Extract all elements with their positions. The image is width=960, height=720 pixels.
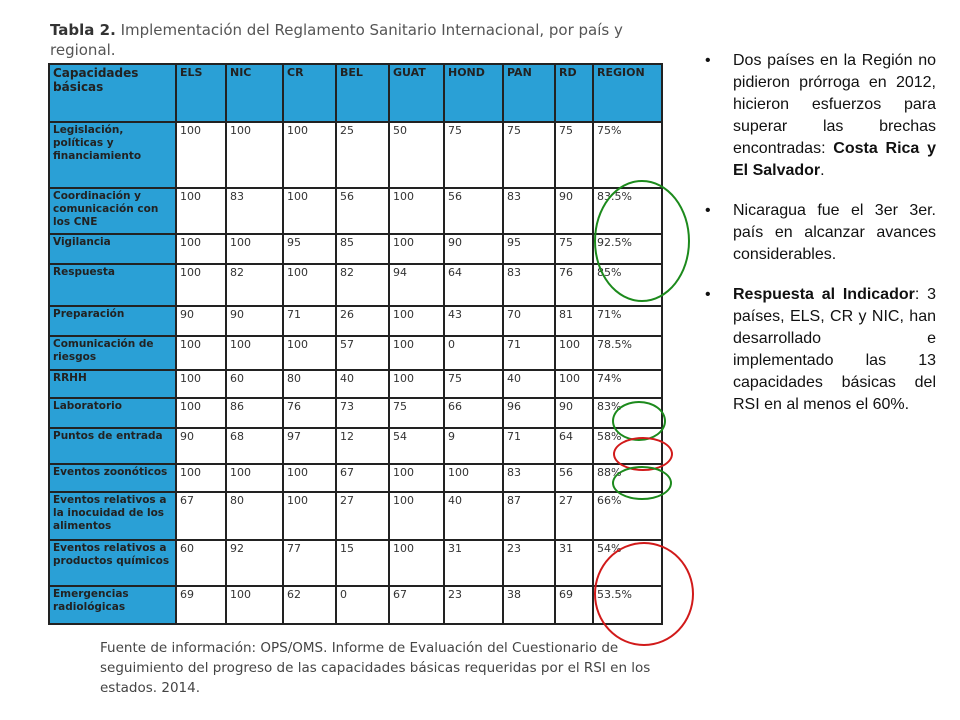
bullet-item	[705, 284, 936, 416]
table-cell: 80	[226, 492, 283, 540]
table-cell: 100	[283, 492, 336, 540]
table-cell: 80	[283, 370, 336, 398]
table-cell: 75	[555, 122, 593, 188]
header-capacities: Capacidades básicas	[49, 64, 176, 122]
table-row	[49, 540, 662, 586]
bullet-text: Nicaragua fue el 3er 3er. país en alcanzar avances considerables.	[733, 202, 936, 263]
table-cell: 100	[176, 122, 226, 188]
table-cell: 100	[283, 336, 336, 370]
table-cell: 100	[283, 122, 336, 188]
table-cell: 100	[283, 188, 336, 234]
table-cell: 90	[176, 306, 226, 336]
table-cell: 86	[226, 398, 283, 428]
row-label: Comunicación de riesgos	[49, 336, 176, 370]
bullet-item	[705, 50, 936, 182]
table-cell: 82	[226, 264, 283, 306]
bullet-text: Dos países en la Región no pidieron prórroga en 2012, hicieron esfuerzos para superar las brechas encontradas:	[733, 52, 936, 157]
table-cell: 62	[283, 586, 336, 624]
table-cell: 53.5%	[593, 586, 662, 624]
bullet-bold: Respuesta al Indicador	[733, 286, 915, 303]
table-cell: 9	[444, 428, 503, 464]
table-cell: 67	[389, 586, 444, 624]
table-cell: 74%	[593, 370, 662, 398]
table-row	[49, 122, 662, 188]
table-cell: 95	[283, 234, 336, 264]
table-cell: 82	[336, 264, 389, 306]
table-cell: 0	[444, 336, 503, 370]
row-label: Puntos de entrada	[49, 428, 176, 464]
table-cell: 15	[336, 540, 389, 586]
table-cell: 25	[336, 122, 389, 188]
table-cell: 75%	[593, 122, 662, 188]
table-cell: 97	[283, 428, 336, 464]
table-cell: 58%	[593, 428, 662, 464]
table-cell: 90	[226, 306, 283, 336]
table-cell: 100	[226, 122, 283, 188]
header-3: CR	[283, 64, 336, 122]
row-label: Eventos relativos a productos químicos	[49, 540, 176, 586]
table-cell: 40	[503, 370, 555, 398]
table-cell: 100	[555, 336, 593, 370]
table-cell: 90	[555, 188, 593, 234]
table-cell: 60	[226, 370, 283, 398]
table-cell: 100	[389, 464, 444, 492]
table-cell: 40	[336, 370, 389, 398]
table-cell: 50	[389, 122, 444, 188]
table-cell: 76	[283, 398, 336, 428]
row-label: Coordinación y comunicación con los CNE	[49, 188, 176, 234]
table-row	[49, 464, 662, 492]
table-cell: 87	[503, 492, 555, 540]
capacities-table	[48, 63, 663, 625]
table-cell: 31	[444, 540, 503, 586]
table-cell: 85%	[593, 264, 662, 306]
table-cell: 71	[503, 336, 555, 370]
table-cell: 54%	[593, 540, 662, 586]
table-cell: 70	[503, 306, 555, 336]
header-9: REGION	[593, 64, 662, 122]
table-cell: 78.5%	[593, 336, 662, 370]
bullet-dot: •	[705, 52, 711, 69]
header-4: BEL	[336, 64, 389, 122]
table-header-row	[49, 64, 662, 122]
table-cell: 100	[176, 336, 226, 370]
table-cell: 77	[283, 540, 336, 586]
bullet-dot: •	[705, 286, 711, 303]
row-label: RRHH	[49, 370, 176, 398]
table-cell: 90	[444, 234, 503, 264]
row-label: Legislación, políticas y financiamiento	[49, 122, 176, 188]
table-cell: 92.5%	[593, 234, 662, 264]
table-cell: 100	[226, 234, 283, 264]
table-cell: 100	[389, 370, 444, 398]
table-cell: 23	[503, 540, 555, 586]
table-cell: 83	[226, 188, 283, 234]
table-cell: 27	[336, 492, 389, 540]
table-cell: 66	[444, 398, 503, 428]
table-cell: 92	[226, 540, 283, 586]
table-cell: 54	[389, 428, 444, 464]
table-cell: 31	[555, 540, 593, 586]
table-cell: 100	[176, 188, 226, 234]
header-2: NIC	[226, 64, 283, 122]
table-cell: 75	[444, 122, 503, 188]
table-cell: 71%	[593, 306, 662, 336]
table-cell: 83	[503, 464, 555, 492]
table-cell: 100	[226, 586, 283, 624]
table-cell: 68	[226, 428, 283, 464]
table-cell: 100	[283, 264, 336, 306]
row-label: Laboratorio	[49, 398, 176, 428]
table-cell: 100	[283, 464, 336, 492]
table-cell: 90	[176, 428, 226, 464]
bullet-bold: Costa Rica y El Salvador	[733, 140, 937, 179]
table-row	[49, 370, 662, 398]
table-cell: 100	[555, 370, 593, 398]
table-cell: 100	[389, 336, 444, 370]
table-cell: 75	[389, 398, 444, 428]
table-caption-label: Tabla 2.	[50, 21, 116, 39]
table-cell: 73	[336, 398, 389, 428]
table-cell: 75	[503, 122, 555, 188]
header-8: RD	[555, 64, 593, 122]
source-note: Fuente de información: OPS/OMS. Informe de Evaluación del Cuestionario de seguimiento del progreso de las capacidades básicas requeridas por el RSI en los estados. 2014.	[100, 640, 651, 696]
table-cell: 96	[503, 398, 555, 428]
table-row	[49, 492, 662, 540]
bullet-after: .	[820, 162, 825, 179]
table-cell: 75	[444, 370, 503, 398]
table-cell: 38	[503, 586, 555, 624]
row-label: Eventos relativos a la inocuidad de los alimentos	[49, 492, 176, 540]
table-cell: 12	[336, 428, 389, 464]
row-label: Vigilancia	[49, 234, 176, 264]
table-cell: 71	[503, 428, 555, 464]
table-cell: 100	[176, 464, 226, 492]
table-row	[49, 306, 662, 336]
table-row	[49, 264, 662, 306]
table-cell: 100	[176, 264, 226, 306]
table-cell: 90	[555, 398, 593, 428]
table-cell: 69	[176, 586, 226, 624]
bullet-dot: •	[705, 202, 711, 219]
table-cell: 100	[389, 234, 444, 264]
table-cell: 100	[389, 492, 444, 540]
table-cell: 85	[336, 234, 389, 264]
table-cell: 43	[444, 306, 503, 336]
row-label: Preparación	[49, 306, 176, 336]
table-cell: 95	[503, 234, 555, 264]
header-6: HOND	[444, 64, 503, 122]
table-cell: 100	[226, 464, 283, 492]
table-cell: 100	[444, 464, 503, 492]
row-label: Emergencias radiológicas	[49, 586, 176, 624]
table-cell: 64	[444, 264, 503, 306]
table-cell: 69	[555, 586, 593, 624]
table-cell: 100	[176, 234, 226, 264]
table-cell: 83	[503, 188, 555, 234]
table-cell: 56	[444, 188, 503, 234]
table-cell: 56	[555, 464, 593, 492]
table-row	[49, 188, 662, 234]
table-row	[49, 586, 662, 624]
table-cell: 100	[389, 188, 444, 234]
table-cell: 71	[283, 306, 336, 336]
table-cell: 0	[336, 586, 389, 624]
row-label: Respuesta	[49, 264, 176, 306]
table-cell: 60	[176, 540, 226, 586]
table-cell: 83.5%	[593, 188, 662, 234]
header-1: ELS	[176, 64, 226, 122]
table-cell: 66%	[593, 492, 662, 540]
table-cell: 81	[555, 306, 593, 336]
table-cell: 100	[389, 306, 444, 336]
table-row	[49, 398, 662, 428]
table-cell: 100	[226, 336, 283, 370]
table-cell: 100	[176, 370, 226, 398]
header-5: GUAT	[389, 64, 444, 122]
bullet-text: : 3 países, ELS, CR y NIC, han desarrollado e implementado las 13 capacidades básicas del RSI en al menos el 60%.	[733, 286, 936, 413]
bullet-item	[705, 200, 936, 266]
table-cell: 88%	[593, 464, 662, 492]
table-caption-text: Implementación del Reglamento Sanitario Internacional, por país y regional.	[50, 21, 623, 59]
header-7: PAN	[503, 64, 555, 122]
table-cell: 67	[336, 464, 389, 492]
table-cell: 57	[336, 336, 389, 370]
table-cell: 83%	[593, 398, 662, 428]
table-row	[49, 336, 662, 370]
table-cell: 27	[555, 492, 593, 540]
table-cell: 100	[176, 398, 226, 428]
table-row	[49, 234, 662, 264]
table-cell: 64	[555, 428, 593, 464]
table-cell: 94	[389, 264, 444, 306]
table-cell: 76	[555, 264, 593, 306]
table-caption	[50, 20, 650, 60]
table-cell: 100	[389, 540, 444, 586]
table-row	[49, 428, 662, 464]
row-label: Eventos zoonóticos	[49, 464, 176, 492]
table-cell: 56	[336, 188, 389, 234]
table-cell: 83	[503, 264, 555, 306]
table-cell: 40	[444, 492, 503, 540]
table-cell: 67	[176, 492, 226, 540]
bullet-list	[705, 50, 936, 434]
table-cell: 26	[336, 306, 389, 336]
table-cell: 23	[444, 586, 503, 624]
table-cell: 75	[555, 234, 593, 264]
